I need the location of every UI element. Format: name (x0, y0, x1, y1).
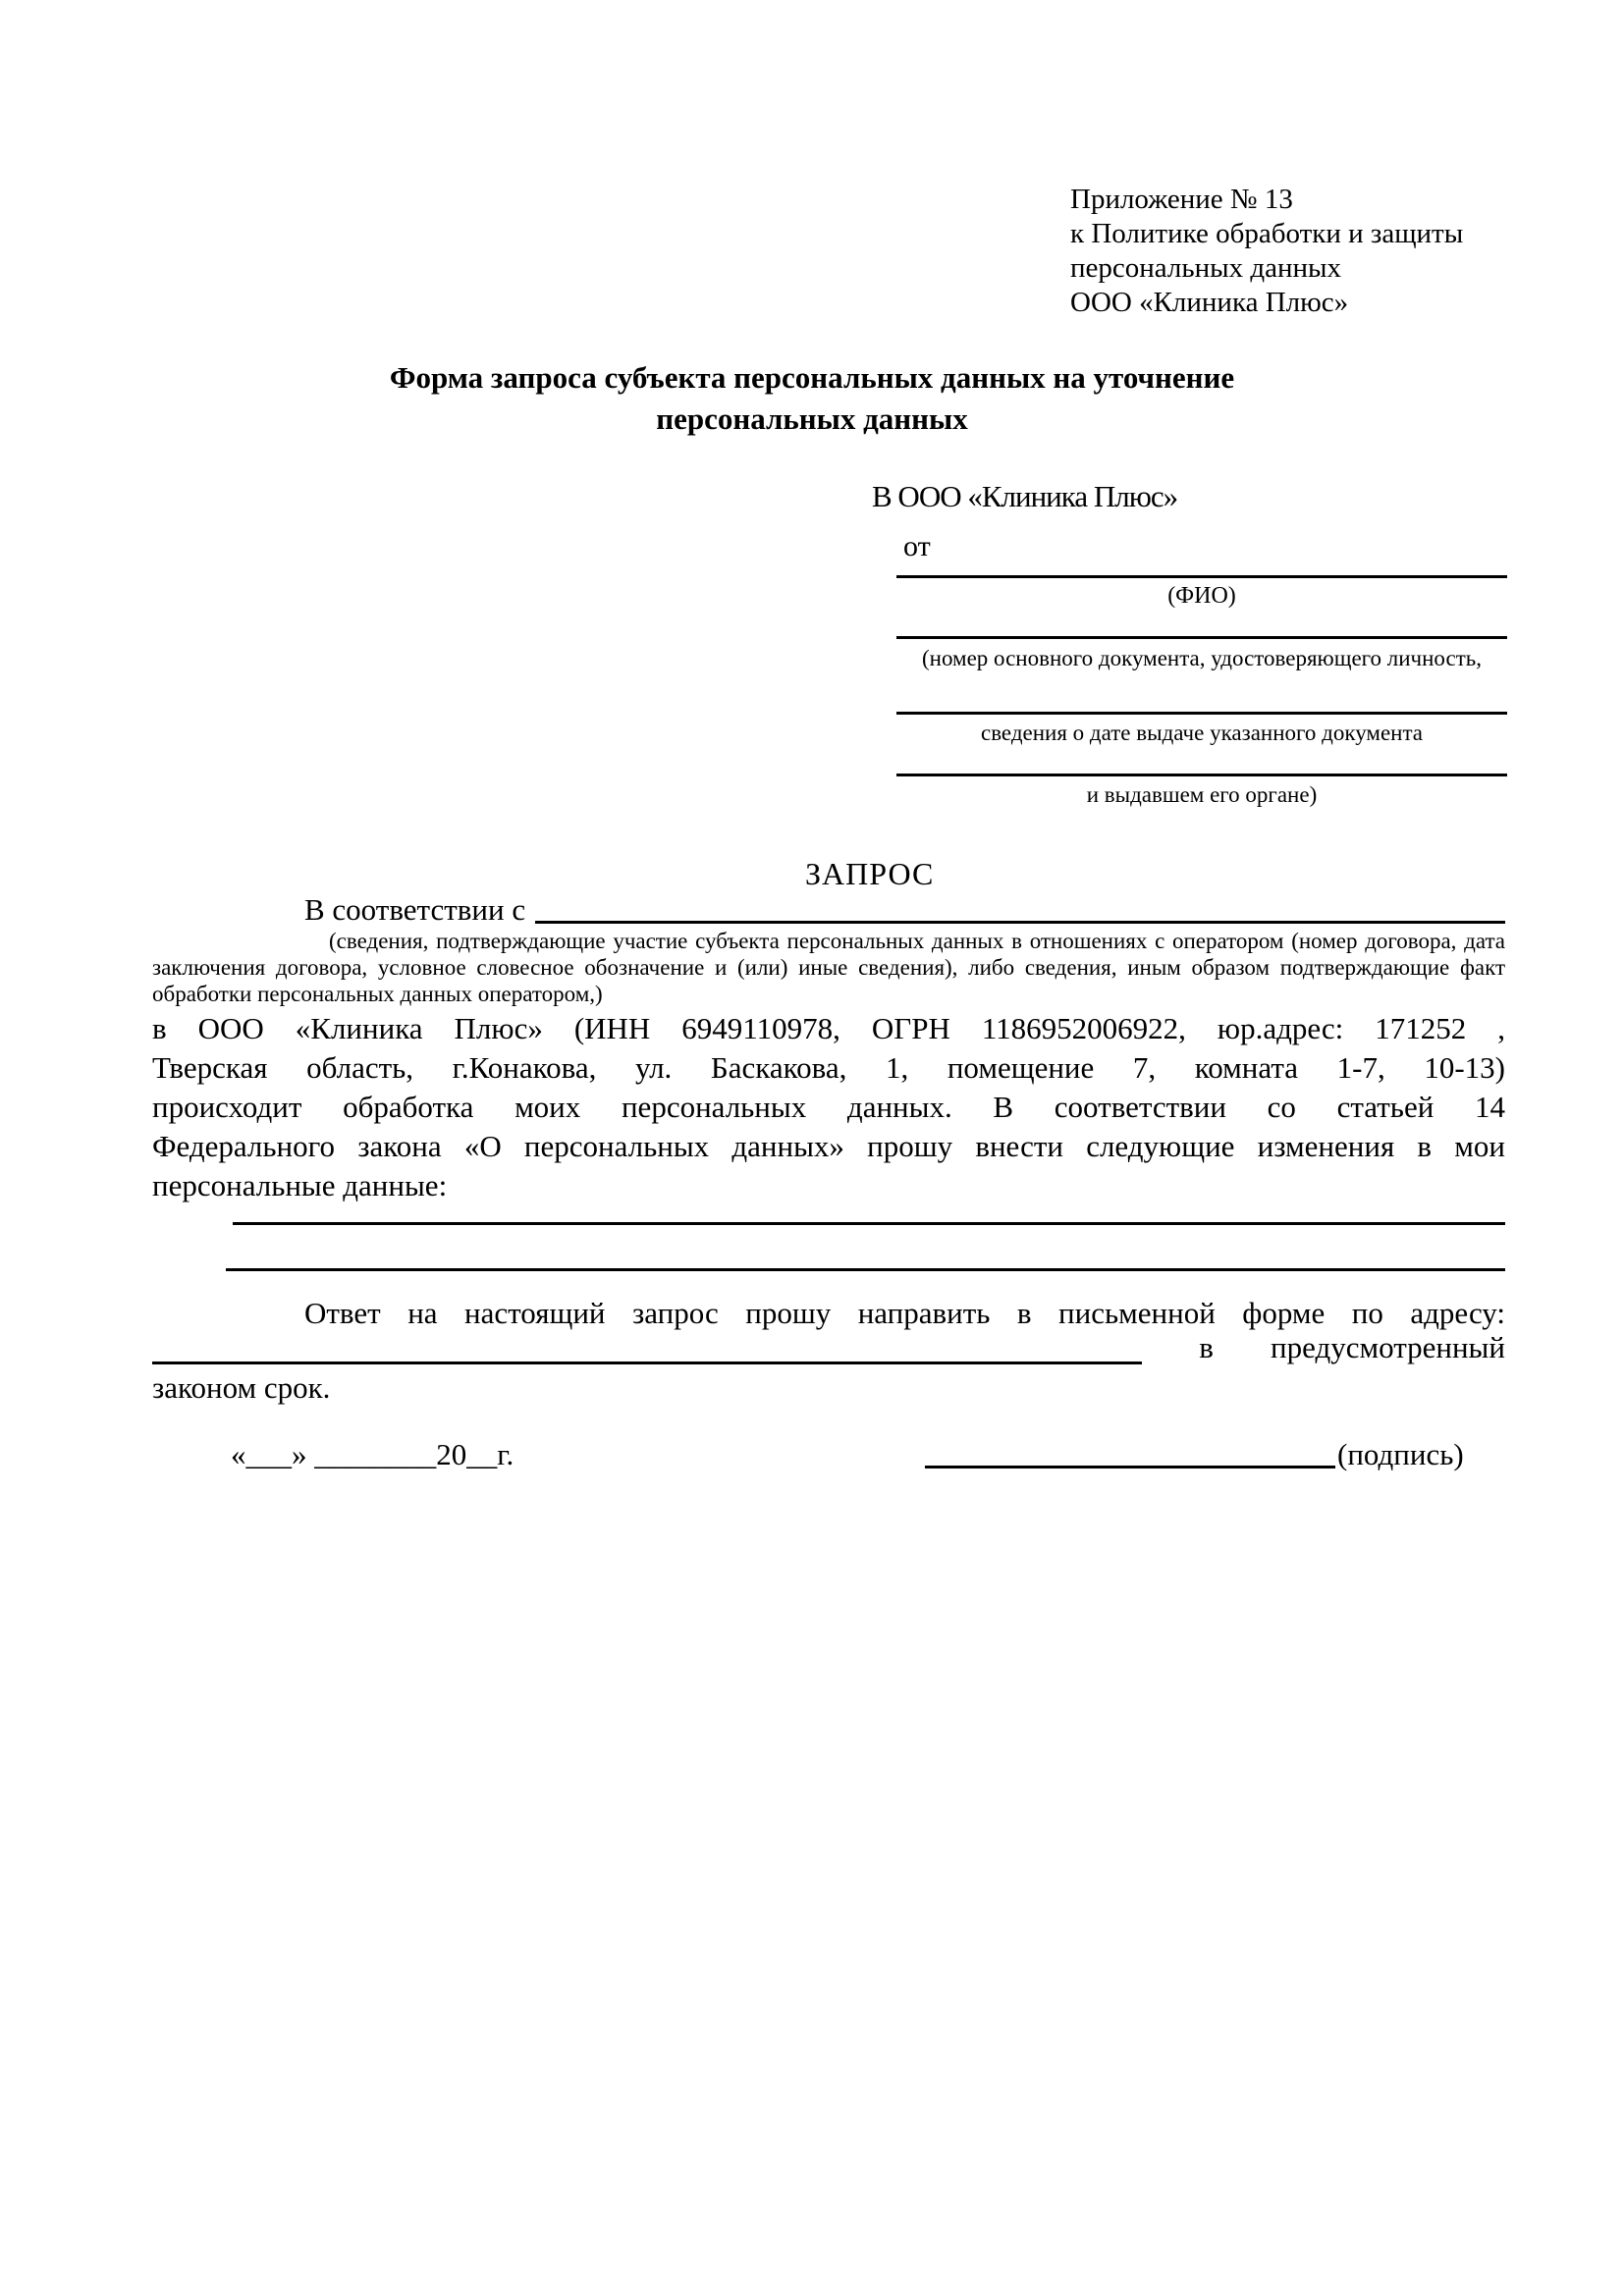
reply-middle-row (152, 1327, 1505, 1364)
doc-issuer-caption: и выдавшем его органе) (1086, 782, 1318, 807)
note-line: (сведения, подтверждающие участие субъекта персональных данных в отношениях с оператором (номер договора, дата (329, 929, 1505, 953)
note-line: заключения договора, условное словесное обозначение и (или) иные сведения), либо сведения, иным образом подтверждающие факт (152, 955, 1505, 980)
intro-row (304, 891, 1505, 929)
signature-caption: (подпись) (1337, 1437, 1464, 1471)
body-line: Тверская область, г.Конакова, ул. Баскакова, 1, помещение 7, комната 1-7, 10-13) (152, 1050, 1505, 1085)
addressee-to: В ООО «Клиника Плюс» (872, 479, 1178, 513)
date-blank-field: «___» ________20__г. (231, 1437, 514, 1471)
reply-word: предусмотренный (1271, 1330, 1505, 1364)
doc-number-caption: (номер основного документа, удостоверяющего личность, (921, 646, 1482, 670)
appendix-line: Приложение № 13 (1070, 184, 1293, 215)
appendix-line: ООО «Клиника Плюс» (1070, 287, 1349, 318)
changes-blank-line-1 (233, 1222, 1505, 1225)
addressee-from-label: от (903, 530, 931, 562)
note-line: обработки персональных данных оператором,) (152, 982, 603, 1006)
doc-date-blank-line (896, 712, 1507, 715)
document-title-line: Форма запроса субъекта персональных данных на уточнение (389, 360, 1235, 395)
body-line: Федерального закона «О персональных данных» прошу внести следующие изменения в мои (152, 1129, 1505, 1163)
body-line: персональные данные: (152, 1168, 448, 1202)
doc-issuer-blank-line (896, 774, 1507, 776)
reply-line: законом срок. (152, 1370, 331, 1405)
request-heading: ЗАПРОС (805, 856, 935, 891)
doc-date-caption: сведения о дате выдаче указанного документа (980, 721, 1424, 745)
intro-label: В соответствии с (304, 892, 526, 927)
reply-line: Ответ на настоящий запрос прошу направить в письменной форме по адресу: (304, 1296, 1505, 1330)
reply-word: в (1199, 1330, 1214, 1364)
body-line: происходит обработка моих персональных данных. В соответствии со статьей 14 (152, 1090, 1505, 1124)
signature-blank-line (925, 1437, 1335, 1468)
fio-blank-line (896, 575, 1507, 578)
doc-number-blank-line (896, 636, 1507, 639)
appendix-line: персональных данных (1070, 252, 1342, 284)
fio-caption: (ФИО) (1167, 583, 1236, 609)
document-title-line: персональных данных (656, 401, 968, 436)
changes-blank-line-2 (226, 1268, 1505, 1271)
appendix-line: к Политике обработки и защиты (1070, 218, 1464, 249)
body-line: в ООО «Клиника Плюс» (ИНН 6949110978, ОГРН 1186952006922, юр.адрес: 171252 , (152, 1011, 1505, 1045)
appendix-block (1070, 183, 1463, 320)
intro-blank-line (535, 921, 1505, 924)
address-blank-line (152, 1334, 1142, 1364)
document-title (0, 357, 1624, 440)
